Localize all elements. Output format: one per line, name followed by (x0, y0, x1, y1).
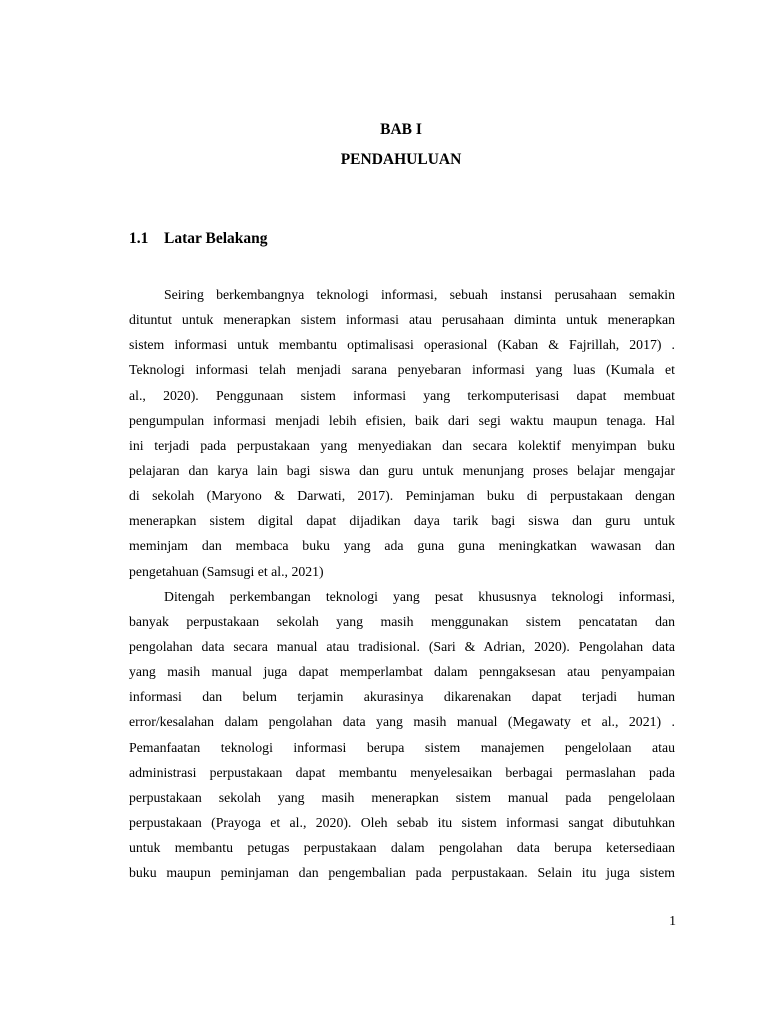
text-line: pengumpulan informasi menjadi lebih efisien, baik dari segi waktu maupun tenaga. Hal (129, 412, 675, 428)
text-line: untuk membantu petugas perpustakaan dalam pengolahan data berupa ketersediaan (129, 840, 675, 856)
chapter-title: PENDAHULUAN (340, 151, 462, 168)
text-line: perpustakaan (Prayoga et al., 2020). Oleh sebab itu sistem informasi sangat dibutuhkan (129, 814, 675, 830)
text-line: pengetahuan (Samsugi et al., 2021) (129, 563, 324, 579)
text-line: error/kesalahan dalam pengolahan data yang masih manual (Megawaty et al., 2021) . (129, 714, 675, 730)
text-line: pelajaran dan karya lain bagi siswa dan guru untuk menunjang proses belajar mengajar (129, 462, 675, 478)
text-line: menerapkan sistem digital dapat dijadikan daya tarik bagi siswa dan guru untuk (129, 513, 675, 529)
section-heading (129, 229, 268, 249)
text-line: Seiring berkembangnya teknologi informasi, sebuah instansi perusahaan semakin (164, 287, 675, 302)
page-number: 1 (669, 913, 676, 928)
text-line: administrasi perpustakaan dapat membantu menyelesaikan berbagai permaslahan pada (129, 764, 675, 780)
text-line: informasi dan belum terjamin akurasinya dikarenakan dapat terjadi human (129, 689, 675, 705)
text-line: buku maupun peminjaman dan pengembalian pada perpustakaan. Selain itu juga sistem (129, 865, 675, 881)
text-line: di sekolah (Maryono & Darwati, 2017). Peminjaman buku di perpustakaan dengan (129, 488, 675, 504)
text-line: ini terjadi pada perpustakaan yang menyediakan dan secara kolektif menyimpan buku (129, 437, 675, 453)
text-line: sistem informasi untuk membantu optimalisasi operasional (Kaban & Fajrillah, 2017) . (129, 337, 675, 353)
text-line: meminjam dan membaca buku yang ada guna guna meningkatkan wawasan dan (129, 538, 675, 554)
text-line: Teknologi informasi telah menjadi sarana penyebaran informasi yang luas (Kumala et (129, 362, 675, 378)
text-line: perpustakaan sekolah yang masih menerapkan sistem manual pada pengelolaan (129, 789, 675, 805)
text-line: Ditengah perkembangan teknologi yang pesat khususnya teknologi informasi, (164, 588, 675, 604)
text-line: Pemanfaatan teknologi informasi berupa sistem manajemen pengelolaan atau (129, 739, 675, 755)
body-text (129, 282, 675, 885)
section-number: 1.1 (129, 230, 149, 247)
text-line: dituntut untuk menerapkan sistem informasi atau perusahaan diminta untuk menerapkan (129, 312, 675, 328)
section-title: Latar Belakang (164, 230, 268, 247)
text-line: al., 2020). Penggunaan sistem informasi yang terkomputerisasi dapat membuat (129, 387, 675, 403)
text-line: yang masih manual juga dapat memperlambat dalam penngaksesan atau penyampaian (129, 664, 675, 680)
text-line: pengolahan data secara manual atau tradisional. (Sari & Adrian, 2020). Pengolahan data (129, 638, 675, 654)
chapter-number: BAB I (380, 121, 422, 138)
text-line: banyak perpustakaan sekolah yang masih menggunakan sistem pencatatan dan (129, 613, 675, 629)
